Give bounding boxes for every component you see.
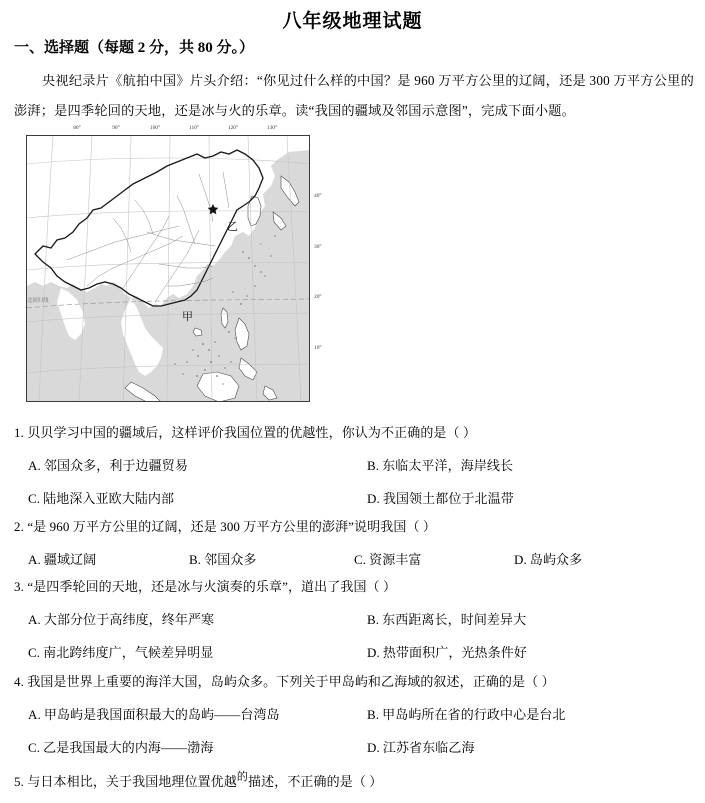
question-1-text: 贝贝学习中国的疆域后，这样评价我国位置的优越性，你认为不正确的是（ ） bbox=[27, 425, 477, 440]
question-3-option-a[interactable] bbox=[28, 611, 214, 628]
question-1-option-d[interactable] bbox=[367, 490, 514, 507]
option-label: C. bbox=[28, 740, 41, 755]
question-2-option-b[interactable] bbox=[189, 551, 257, 568]
question-1-options-row-1 bbox=[14, 457, 696, 474]
option-label: C. bbox=[354, 552, 367, 567]
page-title: 八年级地理试题 bbox=[282, 11, 423, 32]
option-text: 邻国众多，利于边疆贸易 bbox=[43, 458, 188, 473]
question-4-options-row-1 bbox=[14, 706, 696, 723]
option-label: D. bbox=[367, 645, 380, 660]
question-3-option-b[interactable] bbox=[367, 611, 526, 628]
question-1 bbox=[14, 424, 696, 507]
question-5-text-raised: 的 bbox=[236, 771, 249, 783]
lat-label-40: 40° bbox=[314, 193, 322, 199]
question-2-option-a[interactable] bbox=[28, 551, 96, 568]
question-1-option-c[interactable] bbox=[28, 490, 174, 507]
lat-label-20: 20° bbox=[314, 294, 322, 300]
option-text: 疆域辽阔 bbox=[43, 552, 97, 567]
option-label: B. bbox=[367, 612, 380, 627]
question-3-text: “是四季轮回的天地，还是冰与火演奏的乐章”，道出了我国（ ） bbox=[27, 579, 397, 594]
option-label: C. bbox=[28, 645, 41, 660]
question-3-options-row-2 bbox=[14, 644, 696, 661]
question-1-options-row-2 bbox=[14, 490, 696, 507]
east-asia-map-graphic bbox=[27, 136, 310, 402]
question-2-text: “是 960 万平方公里的辽阔，还是 300 万平方公里的澎湃”说明我国（ ） bbox=[27, 519, 437, 534]
option-text: 大部分位于高纬度，终年严寒 bbox=[43, 612, 215, 627]
option-label: B. bbox=[367, 458, 380, 473]
option-label: C. bbox=[28, 491, 41, 506]
question-2-number: 2. bbox=[14, 519, 24, 534]
question-2-option-c[interactable] bbox=[354, 551, 422, 568]
option-text: 资源丰富 bbox=[369, 552, 422, 567]
question-3-stem bbox=[14, 578, 696, 595]
option-text: 甲岛屿是我国面积最大的岛屿——台湾岛 bbox=[43, 707, 280, 722]
question-3-number: 3. bbox=[14, 579, 24, 594]
section-heading: 一、选择题（每题 2 分，共 80 分。） bbox=[14, 40, 255, 56]
question-2-options-row bbox=[14, 551, 696, 568]
option-label: D. bbox=[367, 491, 380, 506]
lat-label-30: 30° bbox=[314, 244, 322, 250]
tropic-of-cancer-label: 北回归线 bbox=[27, 298, 49, 304]
option-text: 岛屿众多 bbox=[529, 552, 583, 567]
question-3-options-row-1 bbox=[14, 611, 696, 628]
map-marker-yi: 乙 bbox=[227, 221, 238, 233]
question-4-option-a[interactable] bbox=[28, 706, 280, 723]
question-4-number: 4. bbox=[14, 674, 24, 689]
lat-label-10: 10° bbox=[314, 345, 322, 351]
lon-label-110: 110° bbox=[188, 125, 200, 131]
question-5-text-part1: 与日本相比，关于我国地理位置优越 bbox=[27, 774, 237, 789]
map-marker-jia: 甲 bbox=[182, 311, 193, 323]
option-label: A. bbox=[28, 612, 41, 627]
lon-label-90: 90° bbox=[112, 125, 120, 131]
question-4-stem bbox=[14, 673, 696, 690]
option-text: 热带面积广，光热条件好 bbox=[382, 645, 527, 660]
option-text: 乙是我国最大的内海——渤海 bbox=[43, 740, 214, 755]
question-3 bbox=[14, 578, 696, 661]
question-1-number: 1. bbox=[14, 425, 24, 440]
option-label: A. bbox=[28, 707, 41, 722]
question-5-text-part2: 描述，不正确的是（ ） bbox=[248, 774, 383, 789]
question-4-options-row-2 bbox=[14, 739, 696, 756]
lon-label-100: 100° bbox=[149, 125, 161, 131]
question-2-option-d[interactable] bbox=[514, 551, 582, 568]
lon-label-80: 80° bbox=[73, 125, 81, 131]
question-4-text: 我国是世界上重要的海洋大国，岛屿众多。下列关于甲岛屿和乙海域的叙述，正确的是（ ） bbox=[27, 674, 555, 689]
intro-paragraph: 央视纪录片《航拍中国》片头介绍：“你见过什么样的中国？是 960 万平方公里的辽阔，还是 300 万平方公里的澎湃；是四季轮回的天地，还是冰与火的乐章。读“我国的疆域及邻国示意图”，完成下面小题。 bbox=[14, 73, 694, 118]
option-label: D. bbox=[514, 552, 527, 567]
map-frame-shadow bbox=[309, 139, 310, 402]
question-1-option-b[interactable] bbox=[367, 457, 513, 474]
question-3-option-d[interactable] bbox=[367, 644, 527, 661]
map-frame bbox=[26, 135, 310, 402]
question-4-option-b[interactable] bbox=[367, 706, 566, 723]
question-5 bbox=[14, 773, 696, 792]
map-figure bbox=[24, 120, 322, 405]
option-text: 东临太平洋，海岸线长 bbox=[382, 458, 514, 473]
option-text: 江苏省东临乙海 bbox=[382, 740, 475, 755]
option-text: 陆地深入亚欧大陆内部 bbox=[43, 491, 175, 506]
option-label: A. bbox=[28, 552, 41, 567]
option-label: A. bbox=[28, 458, 41, 473]
question-5-stem bbox=[14, 773, 696, 792]
option-text: 邻国众多 bbox=[204, 552, 257, 567]
option-text: 甲岛屿所在省的行政中心是台北 bbox=[382, 707, 566, 722]
question-1-stem bbox=[14, 424, 696, 441]
question-4-option-d[interactable] bbox=[367, 739, 475, 756]
question-4 bbox=[14, 673, 696, 756]
question-5-number: 5. bbox=[14, 774, 24, 789]
option-text: 我国领土都位于北温带 bbox=[382, 491, 514, 506]
question-1-option-a[interactable] bbox=[28, 457, 188, 474]
question-2 bbox=[14, 518, 696, 568]
option-label: D. bbox=[367, 740, 380, 755]
lon-label-130: 130° bbox=[266, 125, 278, 131]
option-label: B. bbox=[189, 552, 202, 567]
option-text: 南北跨纬度广，气候差异明显 bbox=[43, 645, 214, 660]
question-3-option-c[interactable] bbox=[28, 644, 213, 661]
question-2-stem bbox=[14, 518, 696, 535]
lon-label-120: 120° bbox=[227, 125, 239, 131]
option-text: 东西距离长，时间差异大 bbox=[382, 612, 527, 627]
question-4-option-c[interactable] bbox=[28, 739, 213, 756]
option-label: B. bbox=[367, 707, 380, 722]
